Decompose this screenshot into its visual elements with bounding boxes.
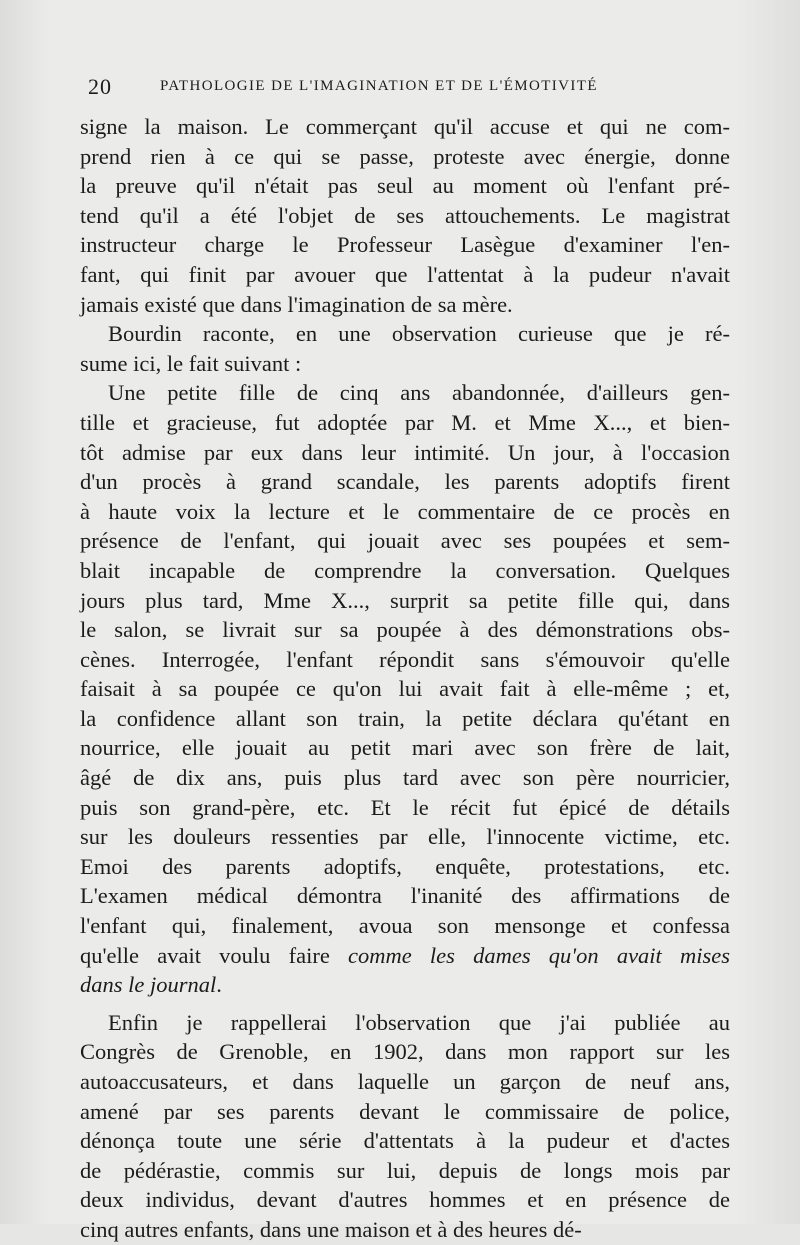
- paragraph: [80, 378, 730, 1007]
- page-header: [88, 74, 688, 104]
- text-line: tille et gracieuse, fut adoptée par M. et Mme X..., et bien-: [80, 409, 730, 435]
- text-line: jours plus tard, Mme X..., surprit sa petite fille qui, dans: [80, 587, 730, 613]
- text-line: deux individus, devant d'autres hommes et en présence de: [80, 1187, 730, 1213]
- text-line: cinq autres enfants, dans une maison et à des heures dé-: [80, 1216, 582, 1242]
- text-line: Enfin je rappellerai l'observation que j'ai publiée au: [108, 1009, 730, 1035]
- text-line: puis son grand-père, etc. Et le récit fut épicé de détails: [80, 794, 730, 820]
- text-line: Bourdin raconte, en une observation curieuse que je ré-: [108, 321, 730, 347]
- text-line: le salon, se livrait sur sa poupée à des démonstrations obs-: [80, 617, 730, 643]
- text-line: prend rien à ce qui se passe, proteste avec énergie, donne: [80, 143, 730, 169]
- body-text: [80, 112, 730, 1245]
- text-line: la preuve qu'il n'était pas seul au moment où l'enfant pré-: [80, 173, 730, 199]
- text-line: tend qu'il a été l'objet de ses attouchements. Le magistrat: [80, 202, 730, 228]
- text-fragment: .: [216, 972, 222, 998]
- text-line: nourrice, elle jouait au petit mari avec son frère de lait,: [80, 735, 730, 761]
- page-number: 20: [88, 74, 112, 99]
- text-line: tôt admise par eux dans leur intimité. Un jour, à l'occasion: [80, 439, 730, 465]
- text-line: autoaccusateurs, et dans laquelle un garçon de neuf ans,: [80, 1069, 730, 1094]
- text-line: L'examen médical démontra l'inanité des affirmations de: [80, 883, 730, 909]
- paragraph: [80, 112, 730, 319]
- text-line: instructeur charge le Professeur Lasègue d'examiner l'en-: [80, 232, 730, 258]
- text-line: la confidence allant son train, la petite déclara qu'étant en: [80, 705, 730, 731]
- text-line: signe la maison. Le commerçant qu'il accuse et qui ne com-: [80, 114, 730, 139]
- paragraph: [80, 1008, 730, 1245]
- text-line: [80, 941, 730, 971]
- paragraph-gap: [80, 1000, 730, 1008]
- text-line: de pédérastie, commis sur lui, depuis de longs mois par: [80, 1157, 730, 1183]
- text-line: d'un procès à grand scandale, les parents adoptifs firent: [80, 469, 730, 495]
- text-line: sume ici, le fait suivant :: [80, 350, 302, 376]
- text-line: âgé de dix ans, puis plus tard avec son père nourricier,: [80, 765, 730, 791]
- italic-quote: comme les dames qu'on avait mises: [348, 942, 731, 968]
- text-line: à haute voix la lecture et le commentaire de ce procès en: [80, 498, 730, 524]
- text-line: blait incapable de comprendre la conversation. Quelques: [80, 557, 730, 583]
- text-fragment: qu'elle avait voulu faire: [80, 942, 349, 968]
- text-line: sur les douleurs ressenties par elle, l'innocente victime, etc.: [80, 824, 730, 850]
- text-line: cènes. Interrogée, l'enfant répondit sans s'émouvoir qu'elle: [80, 646, 730, 672]
- text-line: l'enfant qui, finalement, avoua son mensonge et confessa: [80, 913, 730, 939]
- text-line: Congrès de Grenoble, en 1902, dans mon rapport sur les: [80, 1039, 730, 1065]
- text-line: [80, 970, 730, 1000]
- italic-quote: dans le journal: [80, 972, 217, 998]
- paragraph: [80, 319, 730, 378]
- running-title: PATHOLOGIE DE L'IMAGINATION ET DE L'ÉMOTIVITÉ: [160, 78, 598, 94]
- text-line: faisait à sa poupée ce qu'on lui avait fait à elle-même ; et,: [80, 676, 730, 702]
- text-line: fant, qui finit par avouer que l'attentat à la pudeur n'avait: [80, 261, 730, 287]
- text-line: jamais existé que dans l'imagination de sa mère.: [80, 291, 513, 317]
- text-line: Une petite fille de cinq ans abandonnée, d'ailleurs gen-: [108, 380, 730, 406]
- text-line: amené par ses parents devant le commissaire de police,: [80, 1098, 730, 1124]
- text-line: Emoi des parents adoptifs, enquête, protestations, etc.: [80, 853, 730, 879]
- text-line: dénonça toute une série d'attentats à la pudeur et d'actes: [80, 1128, 730, 1154]
- text-line: présence de l'enfant, qui jouait avec ses poupées et sem-: [80, 528, 730, 554]
